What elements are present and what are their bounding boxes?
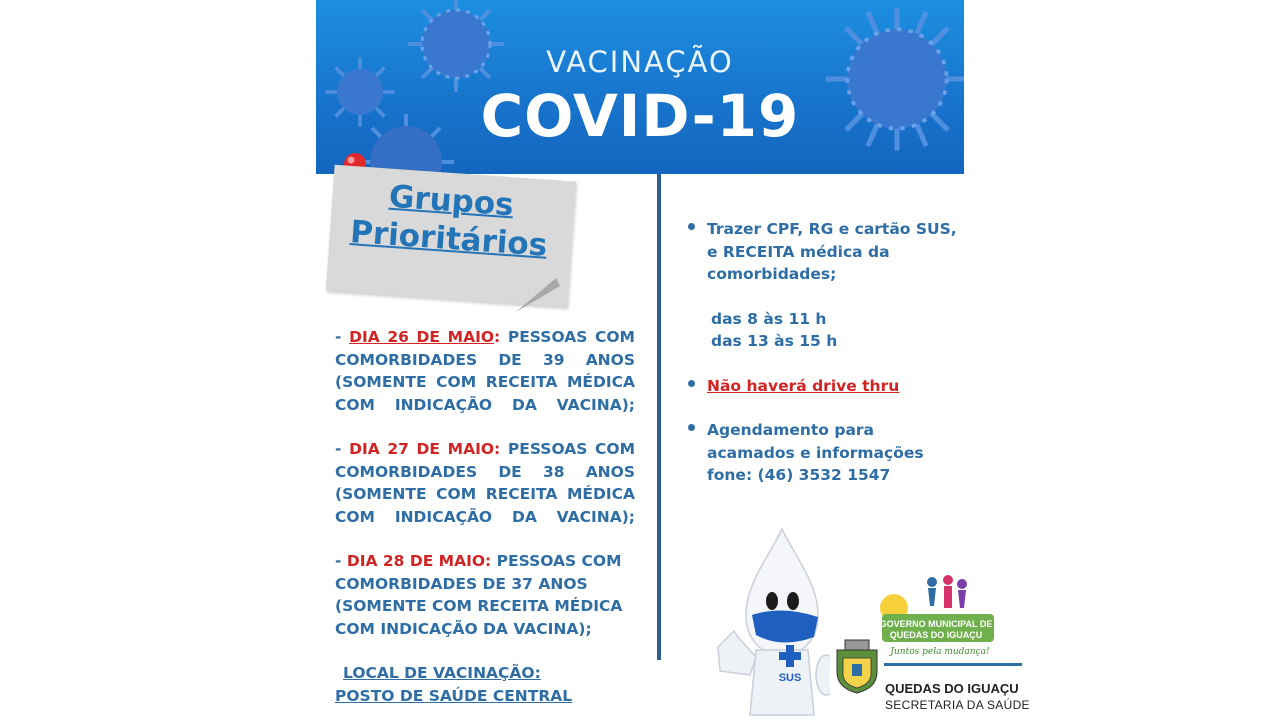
schedule-date: DIA 27 DE MAIO:: [349, 440, 501, 458]
schedule-text: PESSOAS COM COMORBIDADES DE 39 ANOS (SOMENTE COM RECEITA MÉDICA COM INDICAÇÃO DA VACINA);: [335, 328, 635, 414]
schedule-item-may-27: [335, 438, 635, 528]
info-list: [686, 218, 966, 487]
schedule-item-may-26: [335, 326, 635, 416]
footer-department: QUEDAS DO IGUAÇU: [885, 681, 1019, 696]
info-no-drive-thru: [686, 375, 966, 398]
footer-divider: [884, 663, 1022, 666]
schedule-text: PESSOAS COM COMORBIDADES DE 37 ANOS (SOMENTE COM RECEITA MÉDICA COM INDICAÇÃO DA VACINA);: [335, 552, 623, 638]
header-banner: [316, 0, 964, 174]
schedule-prefix: -: [335, 328, 350, 346]
priority-groups-title: [338, 174, 563, 265]
schedule-colon: :: [494, 328, 501, 346]
note-fold-corner: [516, 278, 560, 314]
schedule-date: DIA 28 DE MAIO:: [346, 552, 492, 570]
schedule-date: DIA 26 DE MAIO: [349, 328, 495, 346]
gov-logo-slogan: Juntos pela mudança!: [890, 647, 990, 657]
gov-logo-line-1: GOVERNO MUNICIPAL DE: [879, 619, 993, 629]
info-hours-morning: das 8 às 11 h: [711, 309, 827, 328]
schedule-prefix: -: [335, 552, 347, 570]
info-documents: Trazer CPF, RG e cartão SUS, e RECEITA médica da comorbidades;: [686, 218, 966, 286]
header-subtitle: VACINAÇÃO: [546, 45, 734, 79]
phone-number: fone: (46) 3532 1547: [707, 466, 891, 484]
scheduling-text: Agendamento para acamados e informações: [707, 421, 924, 462]
schedule-item-may-28: [335, 550, 635, 640]
note-title-line-2: Prioritários: [349, 214, 549, 264]
location-place: POSTO DE SAÚDE CENTRAL: [335, 686, 573, 705]
footer-secretariat: SECRETARIA DA SAÚDE: [885, 698, 1030, 712]
header-title: COVID-19: [480, 82, 800, 150]
note-title-line-1: Grupos: [387, 178, 515, 224]
location-label: LOCAL DE VACINAÇÃO:: [343, 664, 541, 682]
mascot-sus-badge: SUS: [778, 672, 802, 684]
info-hours-afternoon: das 13 às 15 h: [711, 332, 838, 350]
vaccination-location: [335, 662, 635, 707]
ze-gotinha-mascot-icon: [700, 525, 830, 720]
info-scheduling: [686, 419, 966, 487]
government-logo-icon: [874, 570, 996, 662]
gov-logo-line-2: QUEDAS DO IGUAÇU: [889, 630, 983, 640]
column-divider: [657, 174, 661, 660]
schedule-prefix: -: [335, 440, 350, 458]
no-drive-thru-text: Não haverá drive thru: [707, 376, 900, 395]
schedule-text: PESSOAS COM COMORBIDADES DE 38 ANOS (SOMENTE COM RECEITA MÉDICA COM INDICAÇÃO DA VACINA);: [335, 440, 635, 526]
schedule-list: [335, 326, 635, 707]
